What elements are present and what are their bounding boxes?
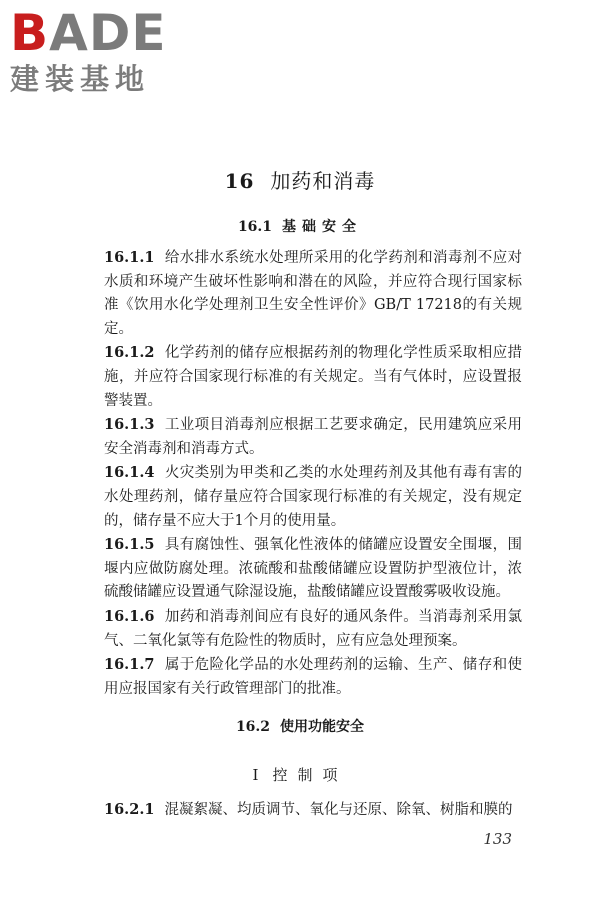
clause-number: 16.1.3 <box>104 416 155 434</box>
section-number: 16.1 <box>237 219 273 235</box>
brand-logo <box>10 6 185 96</box>
clause-number: 16.1.4 <box>104 464 155 482</box>
clause-list <box>104 246 522 701</box>
section-title-16-1 <box>0 216 600 236</box>
clause-text: 工业项目消毒剂应根据工艺要求确定，民用建筑应采用安全消毒剂和消毒方式。 <box>104 417 522 457</box>
subsection-name: 控制项 <box>272 766 348 784</box>
clause-number: 16.1.1 <box>104 249 155 266</box>
logo-wordmark-rest: ADE <box>49 4 167 62</box>
subsection-title <box>0 764 600 785</box>
clause-number: 16.1.2 <box>104 344 155 362</box>
section-name: 基础安全 <box>282 219 363 235</box>
section-number: 16.2 <box>235 719 271 735</box>
clause-paragraph <box>104 341 522 413</box>
subsection-roman: Ⅰ <box>252 766 259 784</box>
logo-subtitle: 建装基地 <box>10 62 151 96</box>
clause-number: 16.1.7 <box>104 656 155 674</box>
logo-accent-letter: B <box>10 4 50 62</box>
clause-text: 混凝絮凝、均质调节、氧化与还原、除氧、树脂和膜的 <box>164 802 513 818</box>
clause-text: 化学药剂的储存应根据药剂的物理化学性质采取相应措施，并应符合国家现行标准的有关规定。当有气体时，应设置报警装置。 <box>104 345 522 409</box>
chapter-name: 加药和消毒 <box>270 169 376 193</box>
clause-text: 属于危险化学品的水处理药剂的运输、生产、储存和使用应报国家有关行政管理部门的批准。 <box>104 657 522 697</box>
clause-number: 16.1.6 <box>104 607 155 625</box>
logo-wordmark <box>10 6 185 60</box>
clause-paragraph <box>104 798 522 823</box>
clause-number: 16.2.1 <box>104 801 155 818</box>
chapter-number: 16 <box>224 169 255 193</box>
section-title-16-2 <box>0 716 600 736</box>
clause-text: 火灾类别为甲类和乙类的水处理药剂及其他有毒有害的水处理药剂，储存量应符合国家现行标准的有关规定，没有规定的，储存量不应大于1个月的使用量。 <box>104 465 522 529</box>
page-number: 133 <box>483 830 512 848</box>
section-name: 使用功能安全 <box>280 719 365 735</box>
chapter-title <box>0 165 600 194</box>
clause-paragraph <box>104 413 522 461</box>
clause-text: 具有腐蚀性、强氧化性液体的储罐应设置安全围堰，围堰内应做防腐处理。浓硫酸和盐酸储罐应设置防护型液位计，浓硫酸储罐应设置通气除湿设施，盐酸储罐应设置酸雾吸收设施。 <box>104 537 522 601</box>
clause-paragraph <box>104 533 522 605</box>
clause-number: 16.1.5 <box>104 536 155 554</box>
clause-paragraph <box>104 461 522 533</box>
clause-paragraph <box>104 653 522 701</box>
clause-text: 给水排水系统水处理所采用的化学药剂和消毒剂不应对水质和环境产生破坏性影响和潜在的风险，并应符合现行国家标准《饮用水化学处理剂卫生安全性评价》GB/T 17218的有关规定。 <box>104 250 522 337</box>
clause-text: 加药和消毒剂间应有良好的通风条件。当消毒剂采用氯气、二氧化氯等有危险性的物质时，应有应急处理预案。 <box>104 608 522 649</box>
clause-paragraph <box>104 246 522 341</box>
clause-paragraph <box>104 605 522 653</box>
